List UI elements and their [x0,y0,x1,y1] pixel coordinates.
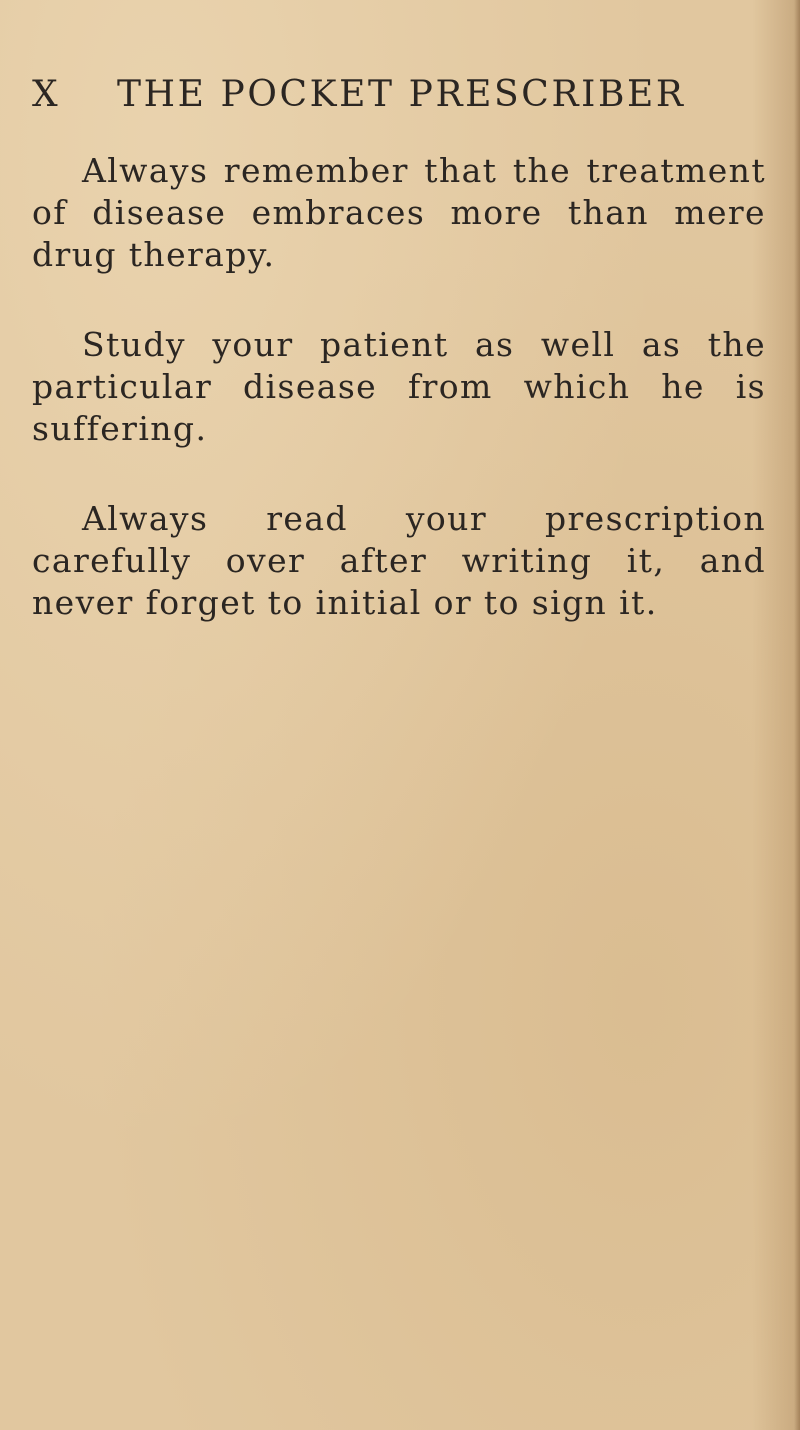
page-header [32,70,772,120]
paragraph-study-patient: Study your patient as well as the particular disease from which he is suffering. [32,325,766,448]
paragraph-treatment: Always remember that the treatment of disease embraces more than mere drug therapy. [32,151,766,274]
page-number: X [32,74,59,115]
running-title: THE POCKET PRESCRIBER [117,74,686,115]
body-text [32,150,766,672]
paragraph-read-prescription: Always read your prescription carefully over after writing it, and never forget to initial or to sign it. [32,499,766,622]
page-edge-shadow [794,0,800,1430]
